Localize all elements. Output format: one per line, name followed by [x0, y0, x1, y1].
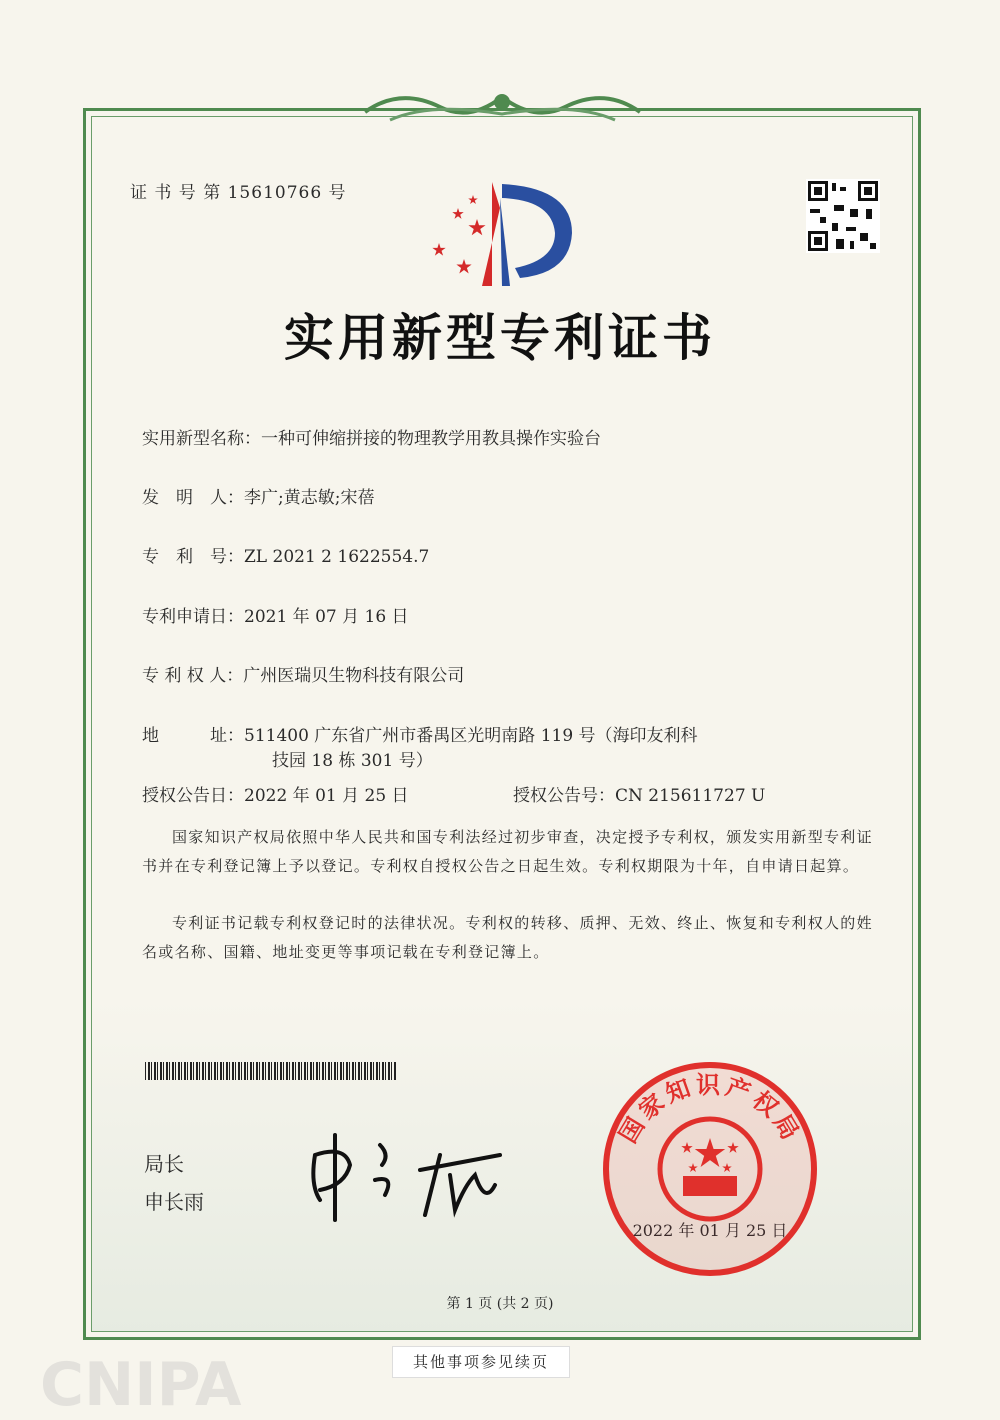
statement-paragraph: 国家知识产权局依照中华人民共和国专利法经过初步审查，决定授予专利权，颁发实用新型专利证书并在专利登记簿上予以登记。专利权自授权公告之日起生效。专利权期限为十年，自申请日起算。	[142, 828, 873, 875]
field-value: 广州医瑞贝生物科技有限公司	[243, 666, 465, 686]
certificate-title: 实用新型专利证书	[284, 308, 716, 367]
field-value: 2022 年 01 月 25 日	[244, 786, 409, 806]
field-patentee	[142, 661, 464, 686]
certificate-number: 证 书 号 第 15610766 号	[130, 183, 347, 203]
signatory-title: 局长	[144, 1152, 184, 1176]
barcode	[145, 1062, 397, 1080]
field-value: 2021 年 07 月 16 日	[244, 607, 409, 627]
field-address	[142, 721, 698, 746]
svg-text:国家知识产权局	[614, 1071, 806, 1148]
watermark: CNIPA	[40, 1350, 242, 1420]
continued-note: 其他事项参见续页	[392, 1346, 570, 1378]
field-patent-number	[142, 542, 429, 567]
field-value: 511400 广东省广州市番禺区光明南路 119 号（海印友利科	[244, 726, 698, 746]
qr-code	[806, 179, 880, 253]
field-label: 实用新型名称：	[142, 429, 261, 449]
field-label: 专 利 号：	[142, 547, 244, 567]
seal-date: 2022 年 01 月 25 日	[632, 1221, 788, 1240]
field-value: ZL 2021 2 1622554.7	[244, 547, 430, 567]
signature	[300, 1125, 520, 1225]
field-grant-date	[142, 781, 409, 806]
field-label: 授权公告日：	[142, 786, 244, 806]
signatory-name: 申长雨	[144, 1190, 204, 1214]
page-indicator: 第 1 页 (共 2 页)	[446, 1296, 554, 1312]
field-label: 专 利 权 人：	[142, 666, 244, 686]
field-label: 发 明 人：	[142, 488, 244, 508]
field-label: 地 址：	[142, 726, 244, 746]
field-value: 李广;黄志敏;宋蓓	[244, 488, 375, 508]
field-inventors	[142, 483, 374, 508]
field-grant-publication-number	[513, 781, 765, 806]
statement-paragraph: 专利证书记载专利权登记时的法律状况。专利权的转移、质押、无效、终止、恢复和专利权人的姓名或名称、国籍、地址变更等事项记载在专利登记簿上。	[142, 914, 873, 961]
field-label: 授权公告号：	[513, 786, 615, 806]
field-address-line2: 技园 18 栋 301 号）	[272, 751, 433, 771]
cnipa-logo	[430, 178, 575, 290]
ornament-top	[360, 82, 645, 132]
field-filing-date	[142, 602, 409, 627]
seal-text: 国家知识产权局	[613, 1071, 807, 1148]
field-label: 专利申请日：	[142, 607, 244, 627]
field-value: 一种可伸缩拼接的物理教学用教具操作实验台	[261, 429, 601, 449]
field-utility-model-name	[142, 424, 601, 449]
field-value: CN 215611727 U	[615, 786, 766, 806]
official-seal	[603, 1062, 817, 1276]
